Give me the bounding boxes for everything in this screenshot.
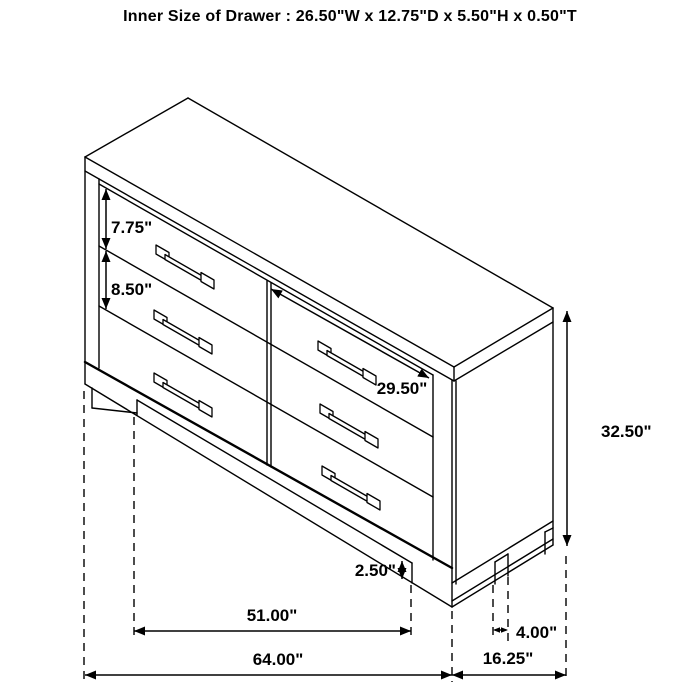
top-band-side <box>454 322 553 381</box>
dim-label-overall-width: 64.00" <box>252 650 304 669</box>
drawer-handle <box>156 245 214 289</box>
drawer-handle <box>318 341 376 385</box>
dim-label-middle-drawer-height: 8.50" <box>111 280 153 299</box>
top-face-left-edge <box>85 98 188 157</box>
dim-label-leg-depth-gap: 4.00" <box>516 623 558 642</box>
drawer-row-divider-2 <box>99 306 433 497</box>
drawer-handle <box>154 373 212 417</box>
side-back-leg-notch-top <box>545 528 553 532</box>
dim-label-side-depth: 16.25" <box>482 649 534 668</box>
drawer-handle <box>322 466 380 510</box>
top-face-right-edge <box>454 308 553 367</box>
drawer-handle <box>154 310 212 354</box>
left-leg-bottom-edge <box>92 408 137 413</box>
plinth-recess-edge <box>137 400 412 563</box>
top-face-back-edge <box>188 98 553 308</box>
leg-gap-arrow-right <box>501 627 508 633</box>
drawer-handle <box>320 404 378 448</box>
side-base-top-edge <box>452 521 553 583</box>
dim-label-top-drawer-height: 7.75" <box>111 218 153 237</box>
dim-label-drawer-front-width: 29.50" <box>376 379 428 398</box>
leg-gap-arrow-left <box>493 627 500 633</box>
diagram-title: Inner Size of Drawer : 26.50"W x 12.75"D x 5.50"H x 0.50"T <box>123 8 577 25</box>
side-bottom-edge <box>452 545 553 607</box>
dim-label-overall-height: 32.50" <box>601 422 652 441</box>
dim-label-foot-height: 2.50" <box>354 561 396 580</box>
dresser-outline <box>85 98 553 607</box>
top-face-front-edge <box>85 157 454 367</box>
front-bottom-edge <box>85 384 452 607</box>
top-band-front <box>85 171 454 381</box>
dim-label-inner-leg-span: 51.00" <box>246 606 298 625</box>
side-bottom-inner-edge <box>452 539 553 601</box>
